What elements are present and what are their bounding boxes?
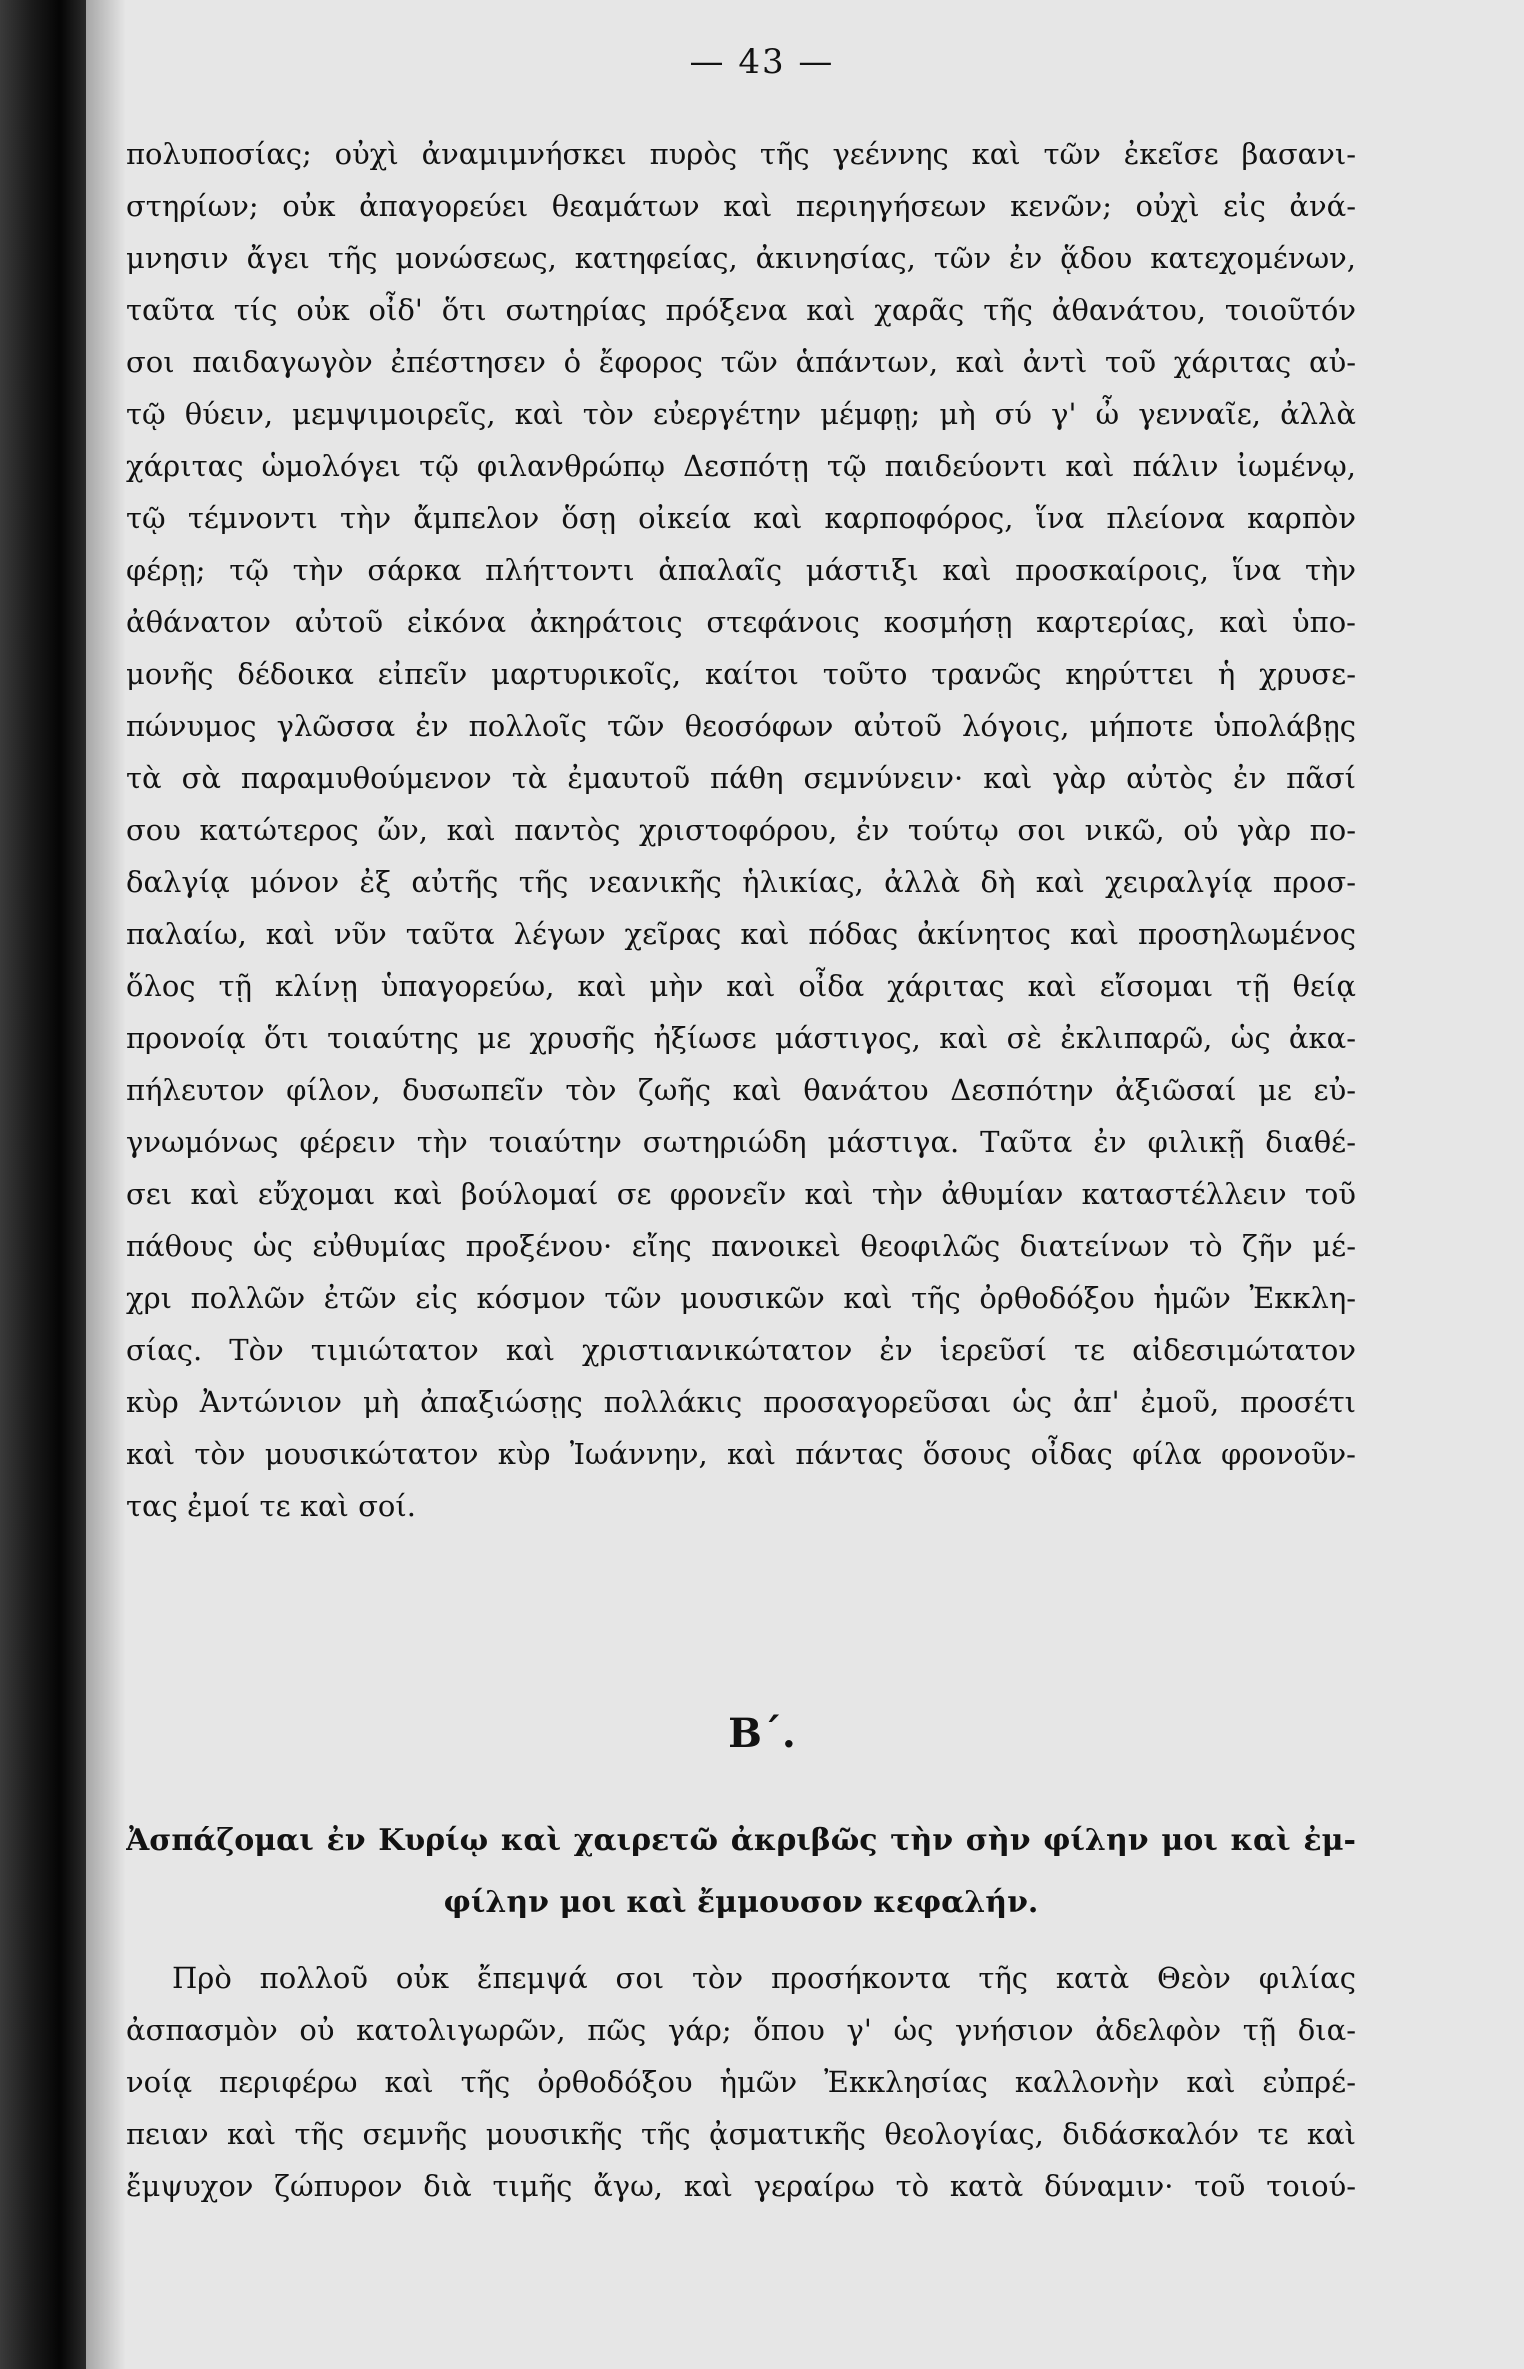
text-line: προνοίᾳ ὅτι τοιαύτης με χρυσῆς ἠξίωσε μάστιγος, καὶ σὲ ἐκλιπαρῶ, ὡς ἀκα- bbox=[126, 1021, 1356, 1055]
text-line: κὺρ Ἀντώνιον μὴ ἀπαξιώσῃς πολλάκις προσαγορεῦσαι ὡς ἀπ' ἐμοῦ, προσέτι bbox=[126, 1385, 1356, 1419]
text-line: παλαίω, καὶ νῦν ταῦτα λέγων χεῖρας καὶ πόδας ἀκίνητος καὶ προσηλωμένος bbox=[126, 917, 1356, 951]
text-line: φέρῃ; τῷ τὴν σάρκα πλήττοντι ἁπαλαῖς μάστιξι καὶ προσκαίροις, ἵνα τὴν bbox=[126, 553, 1356, 587]
text-line: ὅλος τῇ κλίνῃ ὑπαγορεύω, καὶ μὴν καὶ οἶδα χάριτας καὶ εἴσομαι τῇ θείᾳ bbox=[126, 969, 1356, 1003]
text-line: φίλην μοι καὶ ἔμμουσον κεφαλήν. bbox=[443, 1885, 1039, 1920]
text-line: ἀσπασμὸν οὐ κατολιγωρῶν, πῶς γάρ; ὅπου γ' ὡς γνήσιον ἀδελφὸν τῇ δια- bbox=[126, 2013, 1356, 2047]
text-line: ταῦτα τίς οὐκ οἶδ' ὅτι σωτηρίας πρόξενα καὶ χαρᾶς τῆς ἀθανάτου, τοιοῦτόν bbox=[126, 293, 1356, 327]
text-line: πάθους ὡς εὐθυμίας προξένου· εἴης πανοικεὶ θεοφιλῶς διατείνων τὸ ζῆν μέ- bbox=[126, 1229, 1356, 1263]
text-line: γνωμόνως φέρειν τὴν τοιαύτην σωτηριώδη μάστιγα. Ταῦτα ἐν φιλικῇ διαθέ- bbox=[126, 1125, 1356, 1159]
text-line: ἀθάνατον αὐτοῦ εἰκόνα ἀκηράτοις στεφάνοις κοσμήσῃ καρτερίας, καὶ ὑπο- bbox=[126, 605, 1356, 639]
text-line: σου κατώτερος ὤν, καὶ παντὸς χριστοφόρου, ἐν τούτῳ σοι νικῶ, οὐ γὰρ πο- bbox=[126, 813, 1356, 847]
text-line: πήλευτον φίλον, δυσωπεῖν τὸν ζωῆς καὶ θανάτου Δεσπότην ἀξιῶσαί με εὐ- bbox=[126, 1073, 1356, 1107]
text-line: μονῆς δέδοικα εἰπεῖν μαρτυρικοῖς, καίτοι τοῦτο τρανῶς κηρύττει ἡ χρυσε- bbox=[126, 657, 1356, 691]
text-line: σίας. Τὸν τιμιώτατον καὶ χριστιανικώτατον ἐν ἱερεῦσί τε αἰδεσιμώτατον bbox=[126, 1333, 1356, 1367]
text-line: χάριτας ὡμολόγει τῷ φιλανθρώπῳ Δεσπότῃ τῷ παιδεύοντι καὶ πάλιν ἰωμένῳ, bbox=[126, 449, 1356, 483]
text-line: στηρίων; οὐκ ἀπαγορεύει θεαμάτων καὶ περιηγήσεων κενῶν; οὐχὶ εἰς ἀνά- bbox=[126, 189, 1356, 223]
section-letter: Β΄. bbox=[728, 1710, 796, 1757]
text-line: πειαν καὶ τῆς σεμνῆς μουσικῆς τῆς ᾀσματικῆς θεολογίας, διδάσκαλόν τε καὶ bbox=[126, 2117, 1356, 2151]
text-line: μνησιν ἄγει τῆς μονώσεως, κατηφείας, ἀκινησίας, τῶν ἐν ᾅδου κατεχομένων, bbox=[126, 241, 1356, 275]
text-line: Πρὸ πολλοῦ οὐκ ἔπεμψά σοι τὸν προσήκοντα τῆς κατὰ Θεὸν φιλίας bbox=[172, 1961, 1356, 1995]
text-line: νοίᾳ περιφέρω καὶ τῆς ὀρθοδόξου ἡμῶν Ἐκκλησίας καλλονὴν καὶ εὐπρέ- bbox=[126, 2065, 1356, 2099]
spine-shadow bbox=[86, 0, 126, 2369]
text-line: ἔμψυχον ζώπυρον διὰ τιμῆς ἄγω, καὶ γεραίρω τὸ κατὰ δύναμιν· τοῦ τοιού- bbox=[126, 2169, 1356, 2203]
text-line: πώνυμος γλῶσσα ἐν πολλοῖς τῶν θεοσόφων αὐτοῦ λόγοις, μήποτε ὑπολάβῃς bbox=[126, 709, 1356, 743]
text-line: τας ἐμοί τε καὶ σοί. bbox=[126, 1489, 416, 1523]
text-line: δαλγίᾳ μόνον ἐξ αὐτῆς τῆς νεανικῆς ἡλικίας, ἀλλὰ δὴ καὶ χειραλγίᾳ προσ- bbox=[126, 865, 1356, 899]
text-line: τῷ τέμνοντι τὴν ἄμπελον ὅσῃ οἰκεία καὶ καρποφόρος, ἵνα πλείονα καρπὸν bbox=[126, 501, 1356, 535]
letter-salutation bbox=[126, 1810, 1356, 1934]
text-line: τῷ θύειν, μεμψιμοιρεῖς, καὶ τὸν εὐεργέτην μέμφῃ; μὴ σύ γ' ὦ γενναῖε, ἀλλὰ bbox=[126, 397, 1356, 431]
text-line: τὰ σὰ παραμυθούμενον τὰ ἐμαυτοῦ πάθη σεμνύνειν· καὶ γὰρ αὐτὸς ἐν πᾶσί bbox=[126, 761, 1356, 795]
text-line: Ἀσπάζομαι ἐν Κυρίῳ καὶ χαιρετῶ ἀκριβῶς τὴν σὴν φίλην μοι καὶ ἐμ- bbox=[126, 1823, 1356, 1858]
paragraph-2 bbox=[126, 1952, 1356, 2212]
page-number: — 43 — bbox=[689, 42, 835, 82]
text-line: σει καὶ εὔχομαι καὶ βούλομαί σε φρονεῖν καὶ τὴν ἀθυμίαν καταστέλλειν τοῦ bbox=[126, 1177, 1356, 1211]
text-line: σοι παιδαγωγὸν ἐπέστησεν ὁ ἔφορος τῶν ἁπάντων, καὶ ἀντὶ τοῦ χάριτας αὐ- bbox=[126, 345, 1356, 379]
text-line: πολυποσίας; οὐχὶ ἀναμιμνήσκει πυρὸς τῆς γεέννης καὶ τῶν ἐκεῖσε βασανι- bbox=[126, 137, 1356, 171]
text-line: καὶ τὸν μουσικώτατον κὺρ Ἰωάννην, καὶ πάντας ὅσους οἶδας φίλα φρονοῦν- bbox=[126, 1437, 1356, 1471]
book-spine bbox=[0, 0, 86, 2369]
text-line: χρι πολλῶν ἐτῶν εἰς κόσμον τῶν μουσικῶν καὶ τῆς ὀρθοδόξου ἡμῶν Ἐκκλη- bbox=[126, 1281, 1356, 1315]
paragraph-1 bbox=[126, 128, 1356, 1532]
